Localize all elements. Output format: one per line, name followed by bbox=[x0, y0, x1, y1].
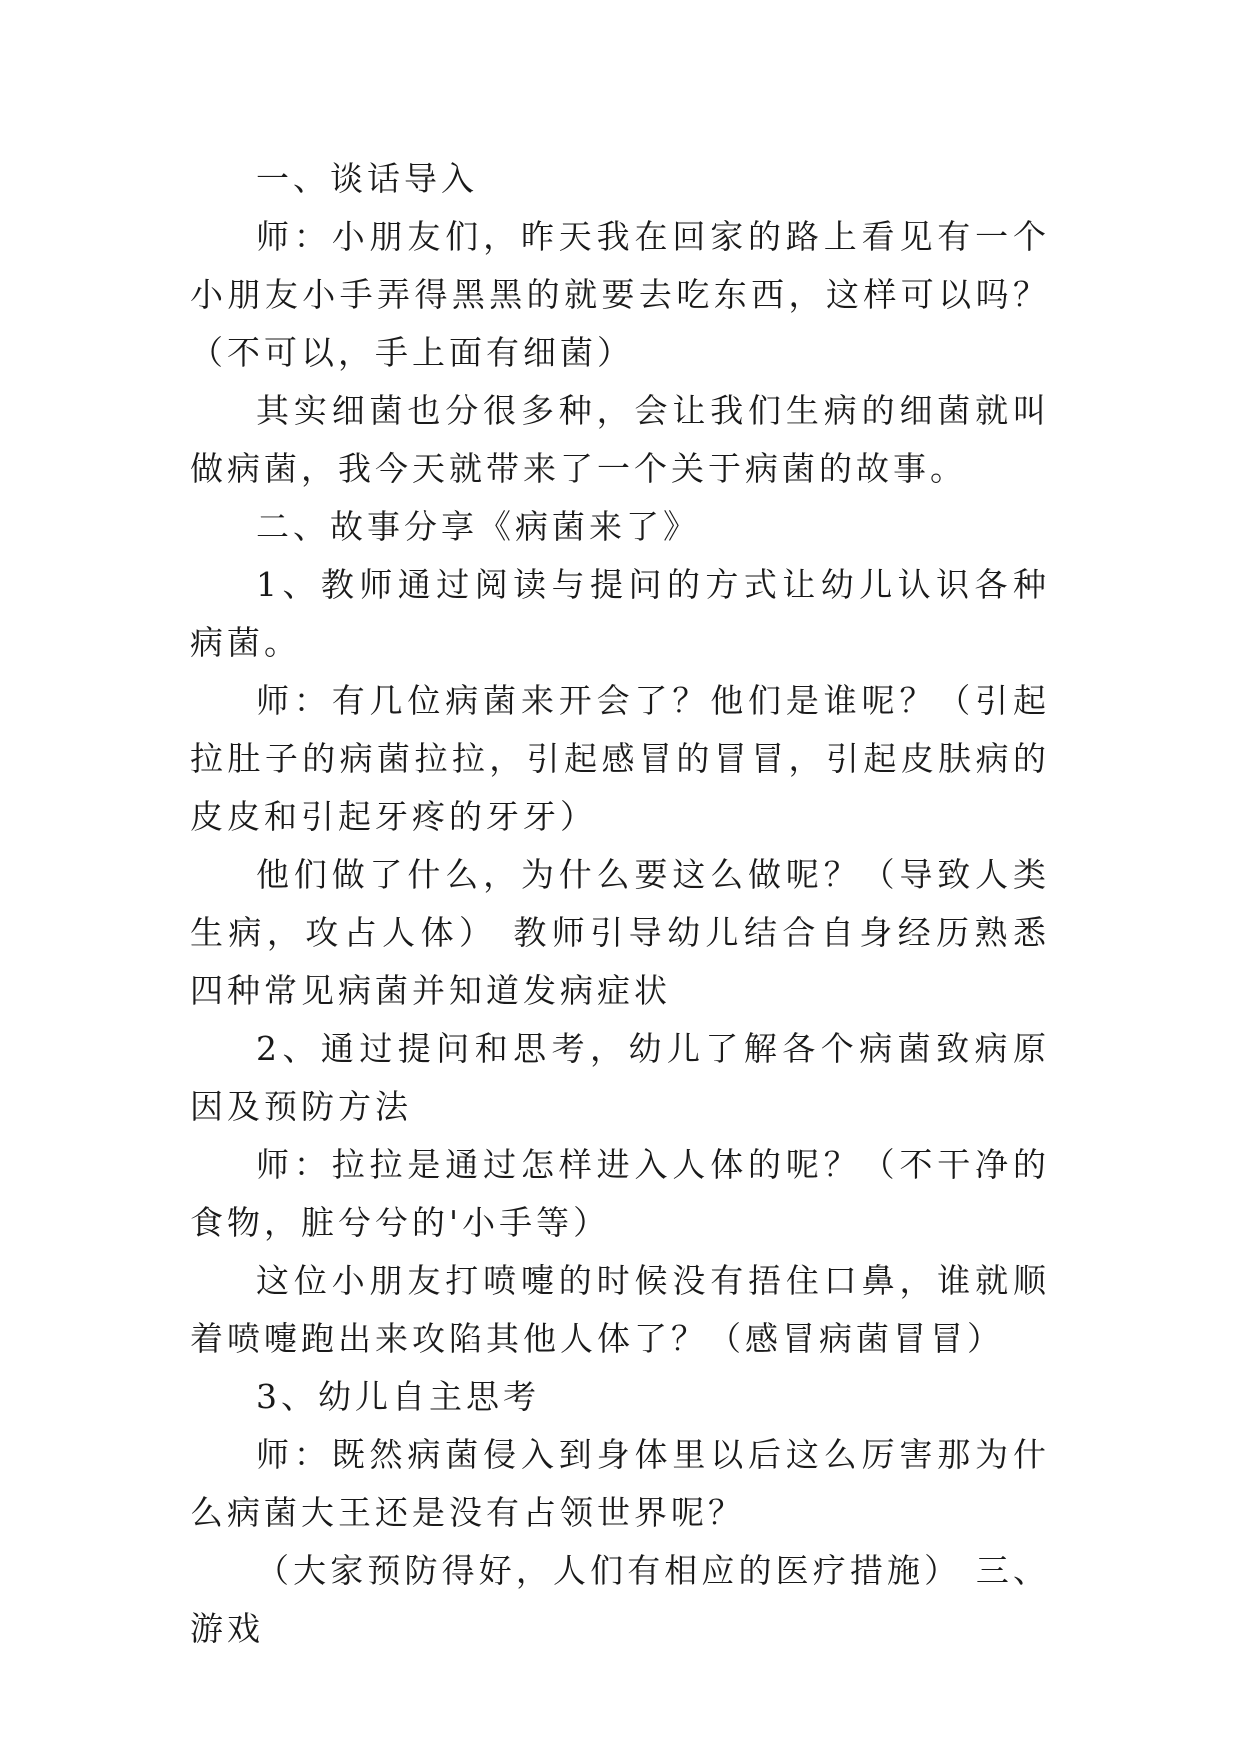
paragraph-teacher-lala: 师：拉拉是通过怎样进入人体的呢？（不干净的食物，脏兮兮的'小手等） bbox=[190, 1145, 1050, 1242]
document-body bbox=[190, 150, 1050, 1658]
paragraph-step-1: 1、教师通过阅读与提问的方式让幼儿认识各种病菌。 bbox=[190, 565, 1050, 662]
paragraph-teacher-question: 师：小朋友们，昨天我在回家的路上看见有一个小朋友小手弄得黑黑的就要去吃东西，这样可以吗？（不可以，手上面有细菌） bbox=[190, 217, 1050, 372]
section-heading-story-share: 二、故事分享《病菌来了》 bbox=[256, 507, 700, 546]
paragraph-germ-intro: 其实细菌也分很多种，会让我们生病的细菌就叫做病菌，我今天就带来了一个关于病菌的故事。 bbox=[190, 391, 1050, 488]
paragraph-teacher-king: 师：既然病菌侵入到身体里以后这么厉害那为什么病菌大王还是没有占领世界呢？ bbox=[190, 1435, 1050, 1532]
paragraph-step-3: 3、幼儿自主思考 bbox=[256, 1377, 540, 1416]
paragraph-teacher-germ-meeting: 师：有几位病菌来开会了？他们是谁呢？（引起拉肚子的病菌拉拉，引起感冒的冒冒，引起皮肤病的皮皮和引起牙疼的牙牙） bbox=[190, 681, 1050, 836]
paragraph-what-they-did: 他们做了什么，为什么要这么做呢？（导致人类生病，攻占人体） 教师引导幼儿结合自身经历熟悉四种常见病菌并知道发病症状 bbox=[190, 855, 1050, 1010]
paragraph-prevention-game: （大家预防得好，人们有相应的医疗措施） 三、游戏 bbox=[190, 1551, 1050, 1648]
paragraph-step-2: 2、通过提问和思考，幼儿了解各个病菌致病原因及预防方法 bbox=[190, 1029, 1050, 1126]
paragraph-sneeze: 这位小朋友打喷嚏的时候没有捂住口鼻，谁就顺着喷嚏跑出来攻陷其他人体了？（感冒病菌冒冒） bbox=[190, 1261, 1050, 1358]
section-heading-talk-intro: 一、谈话导入 bbox=[256, 159, 478, 198]
